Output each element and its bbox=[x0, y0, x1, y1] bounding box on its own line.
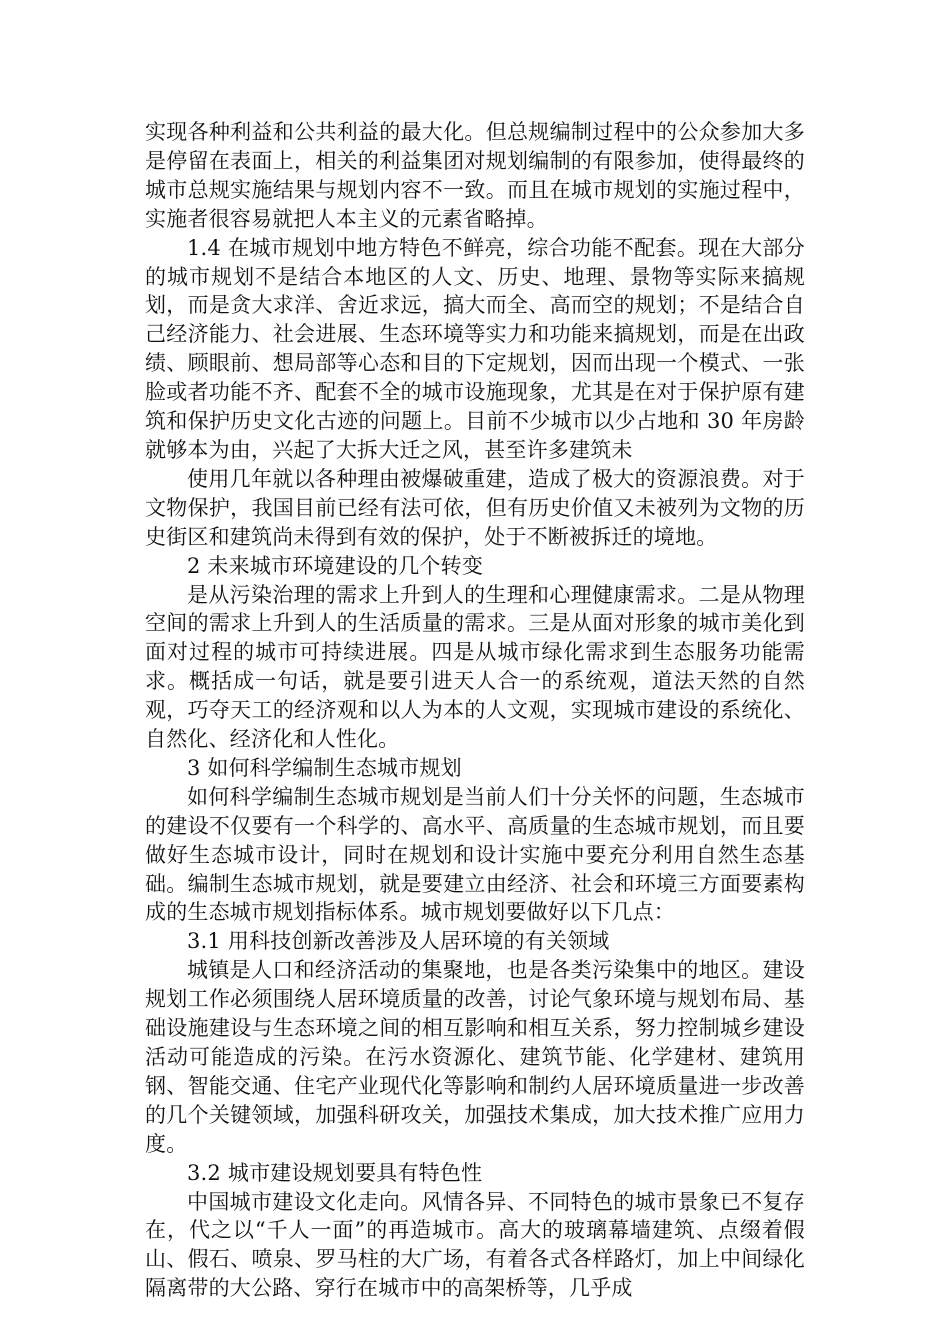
paragraph: 使用几年就以各种理由被爆破重建，造成了极大的资源浪费。对于文物保护，我国目前已经有法可依，但有历史价值又未被列为文物的历史街区和建筑尚未得到有效的保护，处于不断被拆迁的境地。 bbox=[145, 466, 805, 549]
body-text bbox=[145, 118, 805, 1303]
paragraph: 城镇是人口和经济活动的集聚地，也是各类污染集中的地区。建设规划工作必须围绕人居环境质量的改善，讨论气象环境与规划布局、基础设施建设与生态环境之间的相互影响和相互关系，努力控制城乡建设活动可能造成的污染。在污水资源化、建筑节能、化学建材、建筑用钢、智能交通、住宅产业现代化等影响和制约人居环境质量进一步改善的几个关键领域，加强科研攻关，加强技术集成，加大技术推广应用力度。 bbox=[145, 958, 805, 1156]
subsection-heading: 3.1 用科技创新改善涉及人居环境的有关领域 bbox=[187, 929, 610, 954]
section-heading: 3 如何科学编制生态城市规划 bbox=[187, 755, 462, 780]
paragraph: 如何科学编制生态城市规划是当前人们十分关怀的问题，生态城市的建设不仅要有一个科学的、高水平、高质量的生态城市规划，而且要做好生态城市设计，同时在规划和设计实施中要充分利用自然生态基础。编制生态城市规划，就是要建立由经济、社会和环境三方面要素构成的生态城市规划指标体系。城市规划要做好以下几点： bbox=[145, 784, 805, 925]
section-heading: 2 未来城市环境建设的几个转变 bbox=[187, 553, 484, 578]
subsection-heading: 3.2 城市建设规划要具有特色性 bbox=[187, 1160, 483, 1185]
paragraph: 中国城市建设文化走向。风情各异、不同特色的城市景象已不复存在，代之以“千人一面”的再造城市。高大的玻璃幕墙建筑、点缀着假山、假石、喷泉、罗马柱的大广场，有着各式各样路灯，加上中间绿化隔离带的大公路、穿行在城市中的高架桥等，几乎成 bbox=[145, 1189, 805, 1301]
paragraph: 实现各种利益和公共利益的最大化。但总规编制过程中的公众参加大多是停留在表面上，相关的利益集团对规划编制的有限参加，使得最终的城市总规实施结果与规划内容不一致。而且在城市规划的实施过程中，实施者很容易就把人本主义的元素省略掉。 bbox=[145, 120, 805, 231]
paragraph: 1.4 在城市规划中地方特色不鲜亮，综合功能不配套。现在大部分的城市规划不是结合本地区的人文、历史、地理、景物等实际来搞规划，而是贪大求洋、舍近求远，搞大而全、高而空的规划；不是结合自己经济能力、社会进展、生态环境等实力和功能来搞规划，而是在出政绩、顾眼前、想局部等心态和目的下定规划，因而出现一个模式、一张脸或者功能不齐、配套不全的城市设施现象，尤其是在对于保护原有建筑和保护历史文化古迹的问题上。目前不少城市以少占地和 30 年房龄就够本为由，兴起了大拆大迁之风，甚至许多建筑未 bbox=[145, 235, 805, 462]
paragraph: 是从污染治理的需求上升到人的生理和心理健康需求。二是从物理空间的需求上升到人的生活质量的需求。三是从面对形象的城市美化到面对过程的城市可持续进展。四是从城市绿化需求到生态服务功能需求。概括成一句话，就是要引进天人合一的系统观，道法天然的自然观，巧夺天工的经济观和以人为本的人文观，实现城市建设的系统化、自然化、经济化和人性化。 bbox=[145, 582, 805, 752]
